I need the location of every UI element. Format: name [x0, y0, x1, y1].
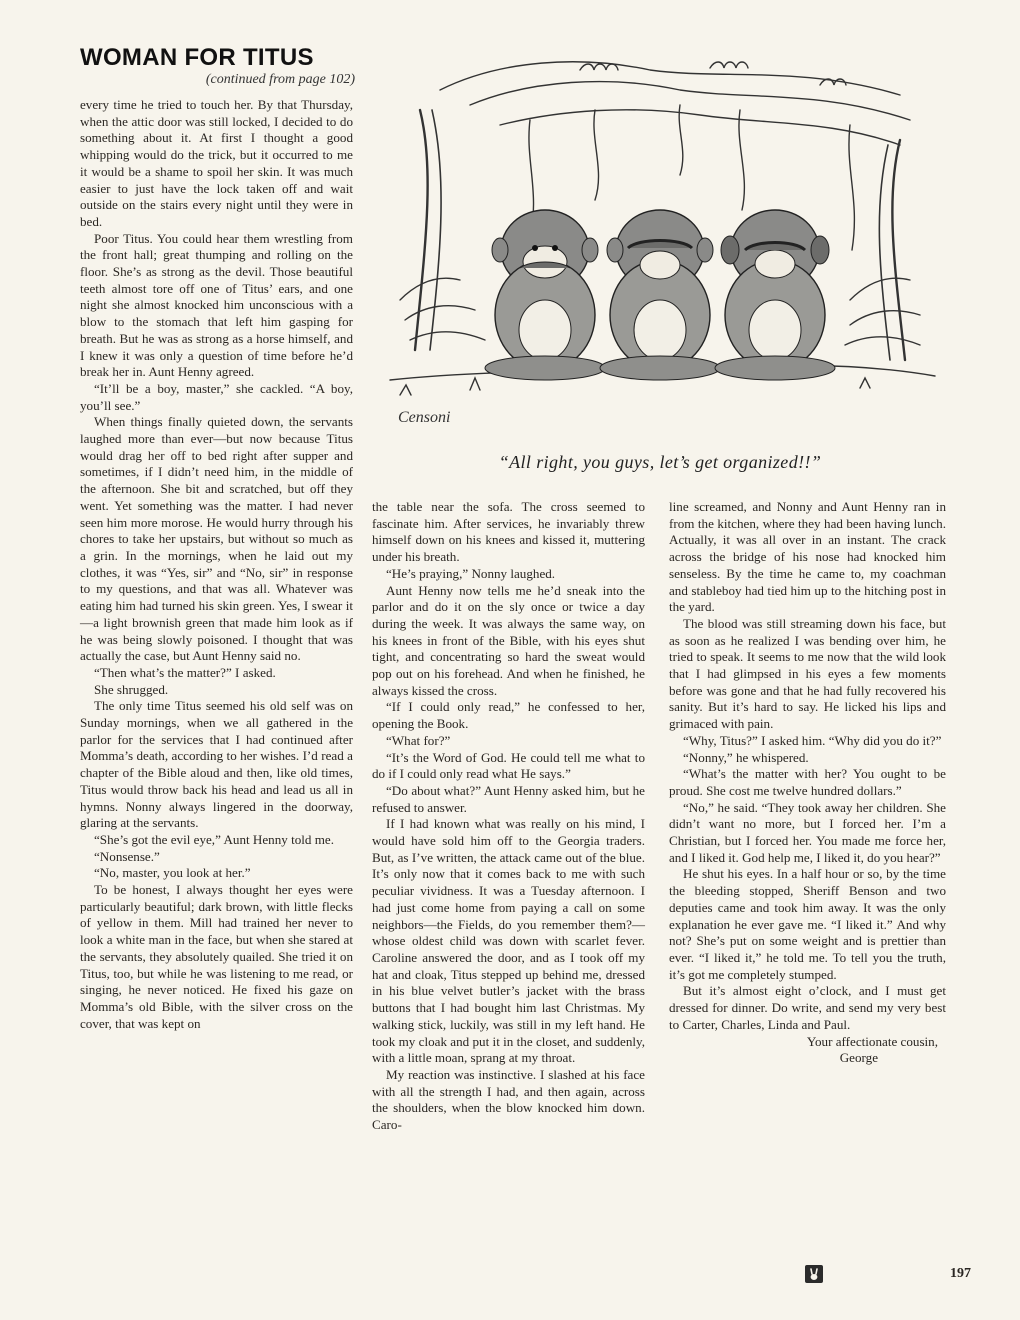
paragraph: line screamed, and Nonny and Aunt Henny ran in from the kitchen, where they had been having lunch. Actually, it was all over in an instant. The crack across the bridge of his nose had knocked him senseless. By the time he came to, my coachman and stableboy had tied him up to the hitching post in the yard. — [669, 499, 946, 615]
paragraph: Aunt Henny now tells me he’d sneak into the parlor and do it on the sly once or twice a day during the week. It was always the same way, on his knees in front of the Bible, with his eyes shut tight, and concentrating so hard the sweat would pop out on his forehead. And when he finished, he always kissed the cross. — [372, 582, 645, 698]
paragraph: The only time Titus seemed his old self was on Sunday mornings, when we all gathered in the parlor for the services that I had continued after Momma’s death, according to her wishes. I’d read a chapter of the Bible aloud and then, like old times, Titus would throw back his head and lead us all in hymns. Nonny always lingered in the doorway, glaring at the servants. — [80, 698, 353, 831]
paragraph: “What’s the matter with her? You ought to be proud. She cost me twelve hundred dollars.” — [669, 766, 946, 798]
cartoon-caption: “All right, you guys, let’s get organized!!” — [498, 452, 822, 472]
text-column-3 — [669, 499, 946, 1067]
paragraph: He shut his eyes. In a half hour or so, by the time the bleeding stopped, Sheriff Benson and two deputies came and took him away. It was the only explanation he ever gave me. “I liked it.” And why not? She’s put on some weight and is prettier than ever. “I liked it,” he told me. To tell you the truth, it’s got me completely stumped. — [669, 866, 946, 982]
paragraph: “What for?” — [386, 732, 451, 748]
paragraph: “No, master, you look at her.” — [94, 865, 251, 881]
paragraph: every time he tried to touch her. By that Thursday, when the attic door was still locked, I decided to do something about it. At first I thought a good whipping would do the trick, but it occurred to me it would be a shame to spoil her skin. It was much easier to just have the lock taken off and wait outside on the stairs every night until they were in bed. — [80, 97, 353, 229]
monkey-see-no-evil-icon — [600, 210, 720, 380]
paragraph: My reaction was instinctive. I slashed at his face with all the strength I had, and then again, across the shoulders, when the blow knocked him down. Caro- — [372, 1066, 645, 1133]
paragraph: “No,” he said. “They took away her children. She didn’t want no more, but I forced her. I’m a Christian, but I forced her. You made me force her, and I liked it. God help me, I liked it, do you hear?” — [669, 799, 946, 865]
text-column-1 — [80, 97, 353, 1032]
page-number: 197 — [950, 1266, 971, 1281]
paragraph: “Why, Titus?” I asked him. “Why did you do it?” — [683, 732, 942, 748]
paragraph: If I had known what was really on his mind, I would have sold him off to the Georgia traders. But, as I’ve written, the attack came out of the blue. It’s only now that it comes back to me with such peculiar vividness. It was a Tuesday afternoon. I had just come home from paying a call on some neighbors—the Fields, do you remember them?—whose oldest child was down with scarlet fever. Caroline answered the door, and as I took off my hat and cloak, Titus stepped up behind me, dressed in his blue velvet butler’s jacket with the brass buttons that I had bought him last Christmas. My walking stick, luckily, was still in my left hand. He took my cloak and put it in the closet, and suddenly, with a little moan, sprang at my throat. — [372, 816, 645, 1066]
paragraph: “Nonsense.” — [94, 848, 160, 864]
paragraph: The blood was still streaming down his face, but as soon as he realized I was bending over him, he tried to speak. It seems to me now that the wild look that I had glimpsed in his eyes a few moments before was gone and that he had fully recovered his sanity. But it’s hard to say. He licked his lips and grimaced with pain. — [669, 615, 946, 732]
rabbit-head-logo-icon — [805, 1265, 823, 1283]
paragraph: the table near the sofa. The cross seemed to fascinate him. After services, he invariably threw himself down on his knees and kissed it, muttering under his breath. — [372, 499, 645, 565]
signoff-name: George — [839, 1050, 878, 1066]
paragraph: When things finally quieted down, the servants laughed more than ever—but now because Titus would drag her off to bed right after supper and sometimes, if I didn’t need him, in the middle of the afternoon. She bit and scratched, but off they went. Yet something was the matter. I had never seen him more morose. He would hurry through his chores to take her upstairs, but without so much as a grin. In the mornings, when he laid out my clothes, it was “Yes, sir” and “No, sir” in response to my questions, and that was all. Whatever was eating him had turned his skin green. Yes, I swear it—a light brownish green that made him look as if he was being slowly poisoned. I thought that was actually the case, but Aunt Henny said no. — [80, 414, 353, 664]
signoff-closing: Your affectionate cousin, — [806, 1033, 938, 1049]
paragraph: “Do about what?” Aunt Henny asked him, but he refused to answer. — [372, 782, 645, 815]
text-column-2 — [372, 499, 645, 1134]
monkey-hear-no-evil-icon — [715, 210, 835, 380]
paragraph: She shrugged. — [94, 681, 169, 697]
monkey-speak-no-evil-icon — [485, 210, 605, 380]
paragraph: “Then what’s the matter?” I asked. — [94, 664, 276, 680]
paragraph: To be honest, I always thought her eyes were particularly beautiful; dark brown, with little flecks of yellow in them. Mill had trained her never to look a white man in the face, but when she stared at the servants, they absolutely quailed. She tried it on Titus, too, but while he was listening to me read, or singing, he never noticed. He fixed his gaze on Momma’s old Bible, with the silver cross on the cover, that was kept on — [80, 882, 353, 1031]
paragraph: “If I could only read,” he confessed to her, opening the Book. — [372, 699, 645, 732]
paragraph: Poor Titus. You could hear them wrestling from the front hall; great thumping and rolling on the floor. She’s as strong as the devil. Those beautiful teeth almost tore off one of Titus’ ears, and one night she almost knocked him unconscious with a blow to the stomach that left him gasping for breath. But he was as strong as a horse himself, and I knew it was only a question of time before he’d break her in. Aunt Henny agreed. — [80, 230, 353, 380]
paragraph: But it’s almost eight o’clock, and I must get dressed for dinner. Do write, and send my very best to Carter, Charles, Linda and Paul. — [669, 983, 946, 1032]
article-headline: WOMAN FOR TITUS — [80, 44, 314, 71]
paragraph: “Nonny,” he whispered. — [683, 749, 809, 765]
cartoon-illustration — [380, 50, 940, 438]
continued-note: (continued from page 102) — [205, 72, 355, 87]
cartoonist-signature: Censoni — [398, 409, 451, 426]
paragraph: “It’s the Word of God. He could tell me what to do if I could only read what He says.” — [372, 749, 645, 782]
paragraph: “He’s praying,” Nonny laughed. — [386, 565, 556, 581]
paragraph: “She’s got the evil eye,” Aunt Henny told me. — [94, 831, 335, 847]
paragraph: “It’ll be a boy, master,” she cackled. “A boy, you’ll see.” — [80, 380, 353, 413]
